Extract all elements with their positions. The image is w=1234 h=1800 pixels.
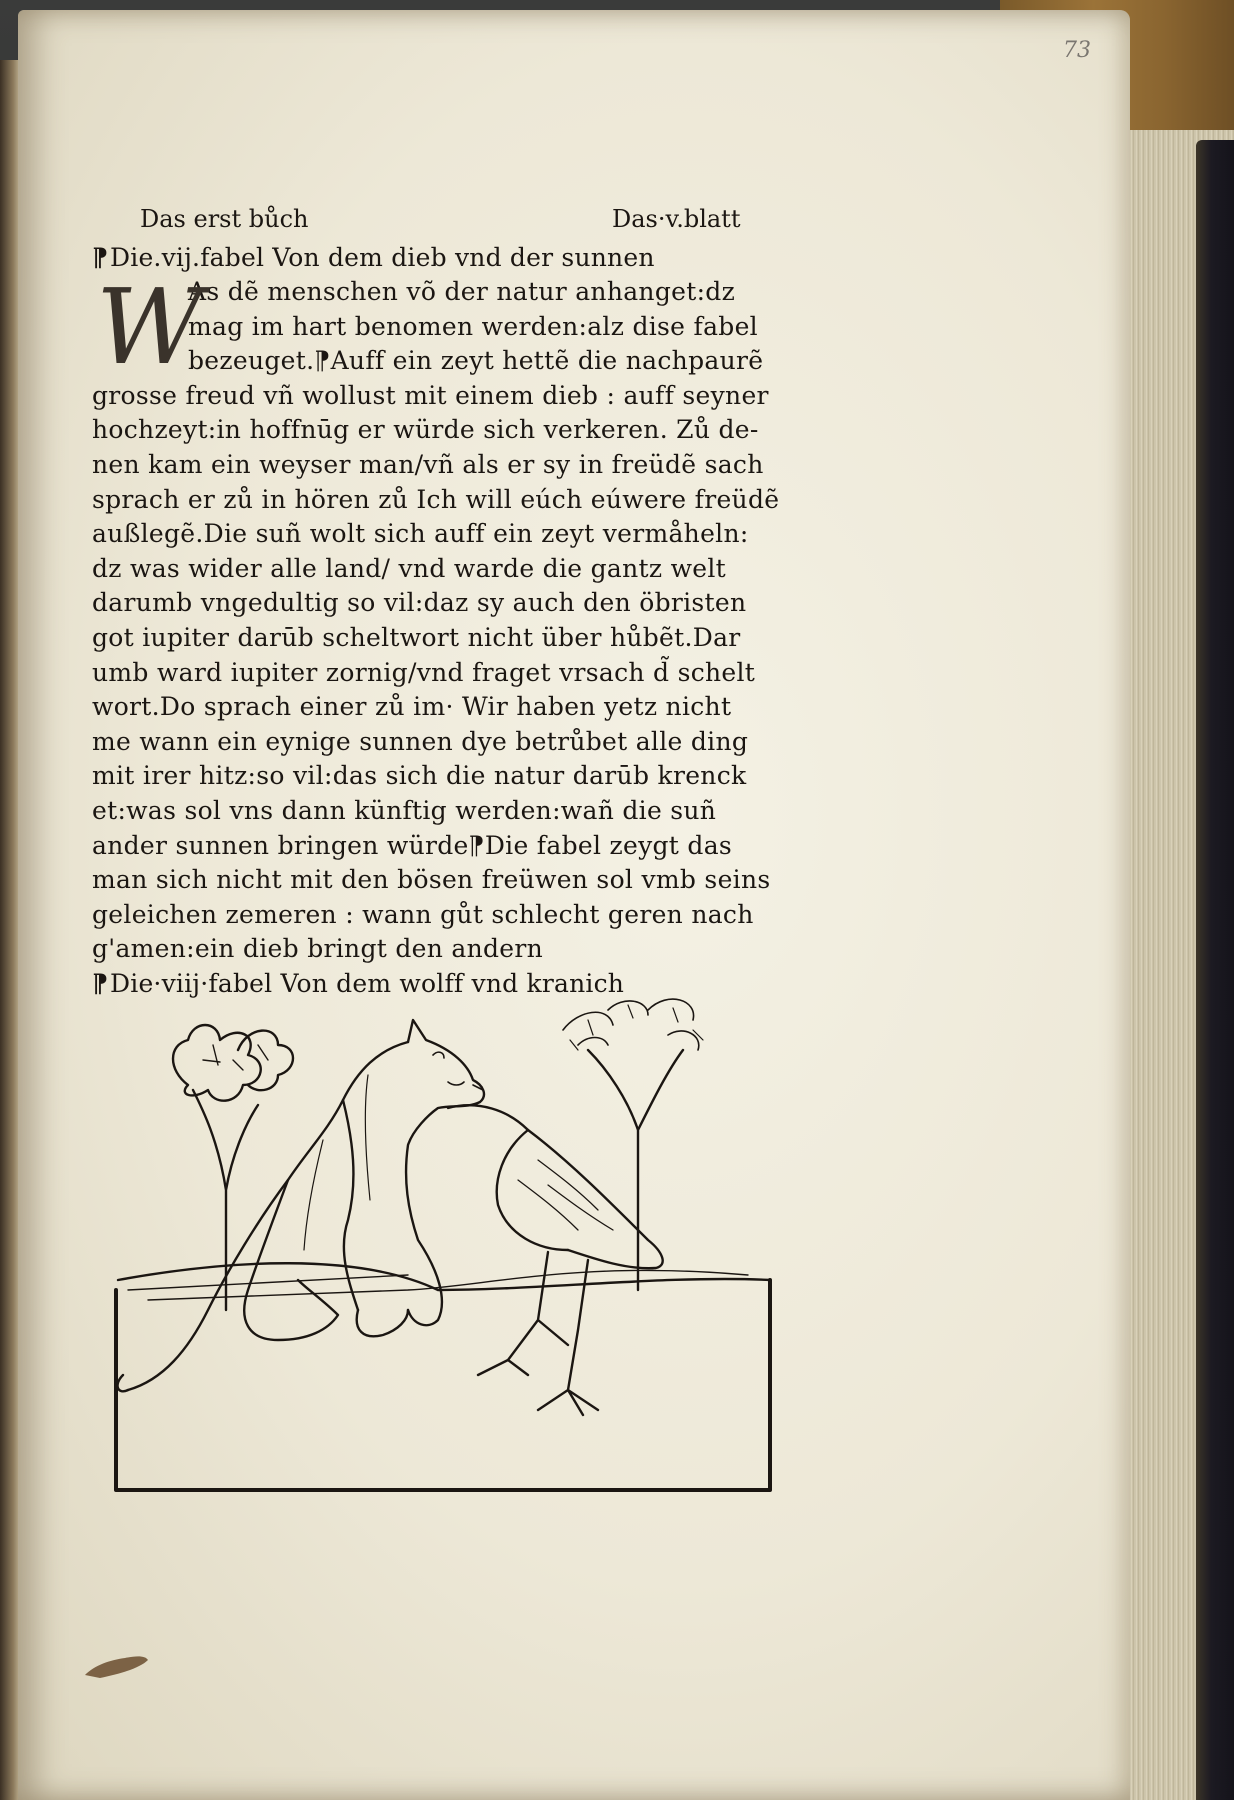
text-line: g'amen:ein dieb bringt den andern — [92, 934, 544, 964]
text-line: sprach er zů in hören zů Ich will eúch eúwere freüdẽ — [92, 484, 780, 514]
text-line: man sich nicht mit den bösen freüwen sol vmb seins — [92, 865, 771, 895]
text-line: geleichen zemeren : wann gůt schlecht geren nach — [92, 899, 754, 929]
text-line: As dẽ menschen võ der natur anhanget:dz — [188, 277, 736, 306]
folio-label: Das·v.blatt — [612, 205, 741, 233]
fable-title-8-text: Die·viij·fabel Von dem wolff vnd kranich — [110, 968, 625, 998]
book-page — [18, 10, 1130, 1800]
fable-title-7-text: Die.vij.fabel Von dem dieb vnd der sunnen — [110, 243, 655, 272]
text-line: grosse freud vñ wollust mit einem dieb : auff seyner — [92, 380, 769, 410]
tree-left-icon — [173, 1025, 293, 1310]
running-head: Das erst bůch — [140, 205, 309, 233]
crane-figure — [448, 1105, 663, 1415]
text-line: dz was wider alle land/ vnd warde die gantz welt — [92, 553, 727, 583]
woodcut-wolf-and-crane — [108, 990, 788, 1500]
page-header — [92, 205, 832, 241]
text-line: me wann ein eynige sunnen dye betrůbet alle ding — [92, 726, 749, 756]
text-line: hochzeyt:in hoffnūg er würde sich verkeren. Zů de- — [92, 415, 759, 445]
fable-text-7 — [92, 266, 832, 967]
handwritten-page-number: 73 — [1063, 38, 1091, 63]
tree-right-icon — [563, 999, 703, 1290]
text-line: mag im hart benomen werden:alz dise fabel — [188, 311, 758, 341]
text-block — [92, 205, 832, 1001]
woodcut-frame — [116, 1280, 770, 1490]
text-line: bezeuget.⁋Auff ein zeyt hettẽ die nachpaurẽ — [188, 346, 764, 376]
pilcrow-icon: ⁋ — [92, 968, 109, 998]
text-line: wort.Do sprach einer zů im· Wir haben yetz nicht — [92, 692, 732, 722]
text-line: et:was sol vns dann künftig werden:wañ die suñ — [92, 795, 717, 825]
pilcrow-icon: ⁋ — [92, 243, 109, 272]
fable-title-7 — [92, 241, 832, 275]
text-line: darumb vngedultig so vil:daz sy auch den öbristen — [92, 588, 747, 618]
book-cover-edge — [1196, 140, 1234, 1800]
text-line: ander sunnen bringen würde⁋Die fabel zeygt das — [92, 830, 733, 860]
drop-cap-initial: W — [96, 266, 203, 388]
ink-smudge — [80, 1650, 150, 1680]
text-line: umb ward iupiter zornig/vnd fraget vrsach d̃ schelt — [92, 657, 756, 687]
wolf-figure — [118, 1020, 484, 1391]
text-line: got iupiter darūb scheltwort nicht über hůbẽt.Dar — [92, 622, 741, 652]
text-line: außlegẽ.Die suñ wolt sich auff ein zeyt vermåheln: — [92, 519, 749, 549]
text-line: mit irer hitz:so vil:das sich die natur darūb krenck — [92, 761, 747, 791]
text-line: nen kam ein weyser man/vñ als er sy in freüdẽ sach — [92, 449, 764, 479]
